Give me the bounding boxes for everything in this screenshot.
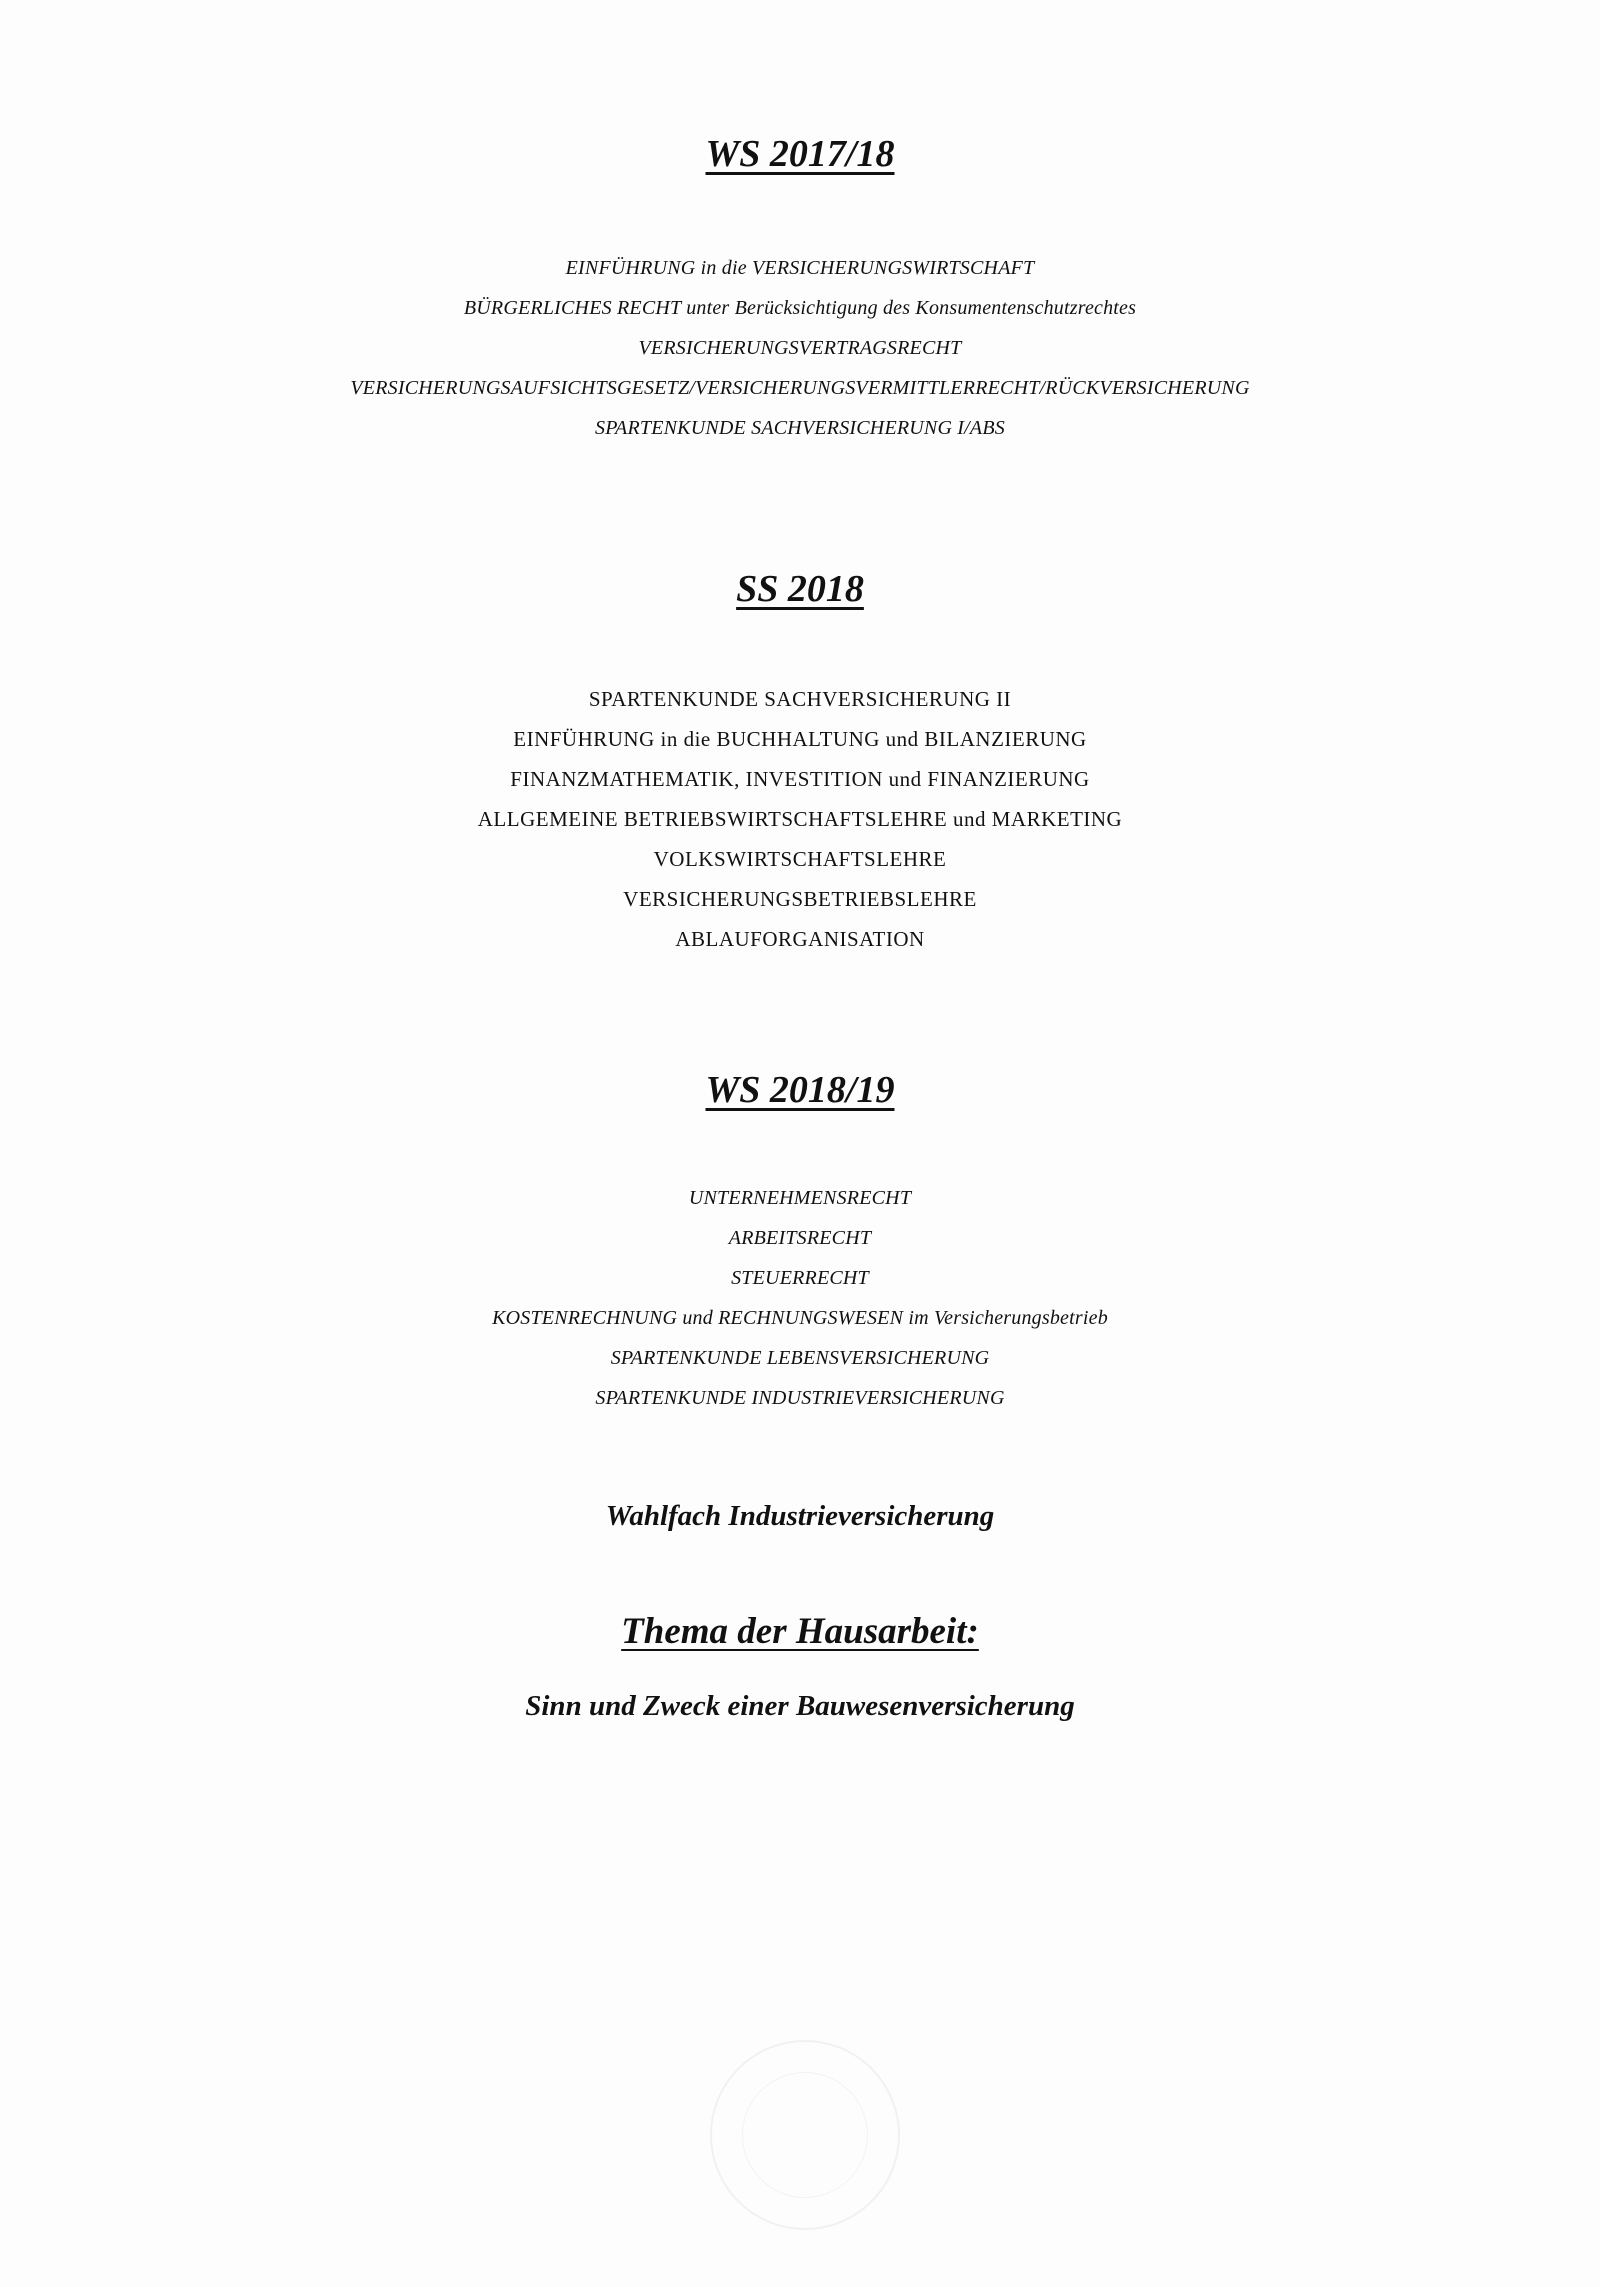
section-heading: SS 2018 (736, 568, 864, 610)
course-item: VERSICHERUNGSAUFSICHTSGESETZ/VERSICHERUNGSVERMITTLERRECHT/RÜCKVERSICHERUNG (350, 377, 1250, 399)
thesis-topic: Sinn und Zweck einer Bauwesenversicherung (525, 1690, 1075, 1722)
thesis-heading: Thema der Hausarbeit: (621, 1611, 979, 1652)
section-ss-2018 (0, 567, 1600, 613)
course-item: SPARTENKUNDE INDUSTRIEVERSICHERUNG (595, 1387, 1005, 1409)
course-item: VERSICHERUNGSBETRIEBSLEHRE (623, 887, 977, 911)
course-item: VOLKSWIRTSCHAFTSLEHRE (653, 847, 947, 871)
course-item: EINFÜHRUNG in die VERSICHERUNGSWIRTSCHAFT (565, 257, 1035, 279)
section-heading: WS 2017/18 (705, 133, 895, 175)
elective-text: Wahlfach Industrieversicherung (605, 1500, 995, 1532)
course-item: SPARTENKUNDE SACHVERSICHERUNG I/ABS (595, 417, 1005, 439)
course-item: UNTERNEHMENSRECHT (688, 1187, 912, 1209)
section-heading: WS 2018/19 (705, 1069, 895, 1111)
thesis-topic-block (0, 1690, 1600, 1723)
section-ws-2018-19 (0, 1068, 1600, 1114)
elective-block (0, 1500, 1600, 1533)
course-item: BÜRGERLICHES RECHT unter Berücksichtigung des Konsumentenschutzrechtes (463, 297, 1137, 319)
course-item: KOSTENRECHNUNG und RECHNUNGSWESEN im Versicherungsbetrieb (492, 1307, 1108, 1329)
seal-inner-ring (742, 2072, 868, 2198)
course-item: EINFÜHRUNG in die BUCHHALTUNG und BILANZIERUNG (513, 727, 1087, 751)
course-item: SPARTENKUNDE LEBENSVERSICHERUNG (610, 1347, 990, 1369)
course-item: ABLAUFORGANISATION (675, 927, 925, 951)
course-list-ws-2017-18 (0, 248, 1600, 448)
course-list-ss-2018 (0, 679, 1600, 959)
course-item: FINANZMATHEMATIK, INVESTITION und FINANZIERUNG (510, 767, 1090, 791)
course-item: ARBEITSRECHT (728, 1227, 872, 1249)
embossed-seal-icon (710, 2040, 900, 2230)
course-list-ws-2018-19 (0, 1178, 1600, 1418)
course-item: ALLGEMEINE BETRIEBSWIRTSCHAFTSLEHRE und MARKETING (477, 807, 1123, 831)
thesis-heading-block (0, 1610, 1600, 1653)
section-ws-2017-18 (0, 132, 1600, 178)
course-item: SPARTENKUNDE SACHVERSICHERUNG II (588, 687, 1012, 711)
course-item: STEUERRECHT (731, 1267, 869, 1289)
course-item: VERSICHERUNGSVERTRAGSRECHT (638, 337, 962, 359)
